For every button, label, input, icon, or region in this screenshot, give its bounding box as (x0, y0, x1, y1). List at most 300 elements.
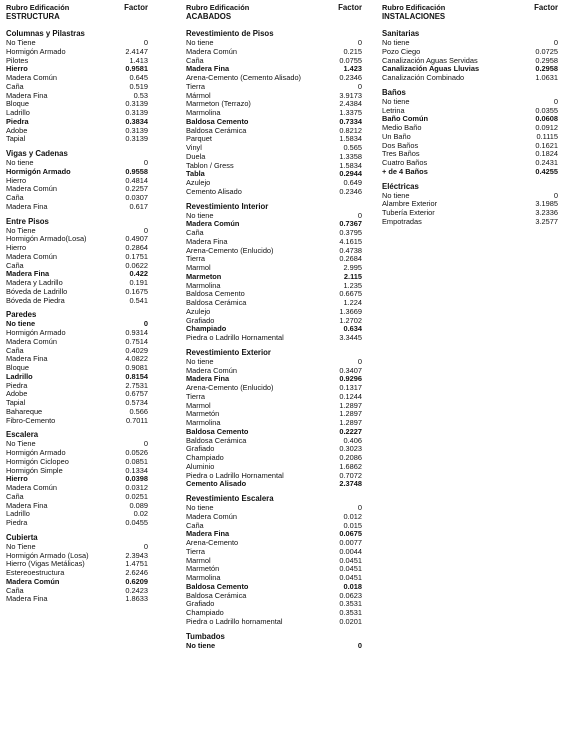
row-factor: 0 (143, 319, 148, 329)
header-title: Rubro Edificación (382, 3, 446, 12)
section-revestimiento-interior (186, 202, 362, 343)
row-factor: 0 (143, 225, 148, 235)
row-factor: 0.4814 (125, 175, 148, 185)
row-label: Marmeton (Terrazo) (186, 99, 251, 109)
row-label: Bloque (6, 99, 30, 109)
row-factor: 0.0307 (125, 193, 148, 202)
row-factor: 0.5734 (125, 398, 148, 407)
row-factor: 1.2897 (339, 400, 362, 410)
row-label: Arena-Cemento (Enlucido) (186, 383, 274, 392)
row-label: Tierra (186, 391, 206, 401)
section-revestimiento-escalera (186, 494, 362, 627)
table-row (186, 513, 362, 522)
row-label: Madera Fina (6, 90, 48, 100)
row-label: Alambre Exterior (382, 199, 438, 209)
row-factor: 0 (143, 158, 148, 167)
row-label: Caña (6, 585, 24, 595)
table-row (186, 393, 362, 402)
row-factor: 1.413 (129, 55, 148, 65)
section-paredes (6, 310, 148, 425)
row-label: No tiene (382, 96, 410, 106)
row-factor: 0.2944 (339, 169, 362, 179)
row-label: No Tiene (6, 225, 36, 235)
section-title: Revestimiento de Pisos (186, 29, 274, 38)
row-factor: 3.1985 (535, 199, 558, 209)
row-factor: 0.3139 (125, 99, 148, 109)
row-factor: 0.4907 (125, 234, 148, 244)
row-factor: 2.3943 (125, 550, 148, 560)
row-factor: 0.215 (343, 46, 362, 56)
row-factor: 0.9558 (125, 166, 148, 176)
row-factor: 3.2336 (535, 208, 558, 217)
row-label: No tiene (186, 640, 216, 650)
row-label: No tiene (186, 210, 214, 220)
row-label: Un Baño (382, 131, 411, 141)
row-factor: 0 (143, 439, 148, 449)
row-label: Marmol (186, 263, 211, 272)
table-row (6, 595, 148, 604)
header-factor-label: Factor (338, 3, 362, 12)
row-label: Madera Fina (186, 64, 230, 74)
row-label: Ladrillo (6, 371, 33, 381)
row-label: Arena-Cemento (Enlucido) (186, 245, 274, 255)
row-label: Tierra (186, 81, 206, 91)
section-revestimiento-exterior (186, 348, 362, 489)
row-factor: 1.4751 (125, 559, 148, 569)
section-title: Revestimiento Escalera (186, 494, 274, 503)
row-factor: 2.4384 (339, 99, 362, 109)
row-label: Cuatro Baños (382, 158, 428, 167)
table-row (186, 144, 362, 153)
header-subtitle: ESTRUCTURA (6, 11, 60, 21)
row-factor: 0.8212 (339, 125, 362, 135)
row-label: Marmolina (186, 108, 221, 117)
row-factor: 0 (357, 81, 362, 91)
row-label: Arena-Cemento (186, 538, 239, 547)
row-factor: 0 (553, 96, 558, 106)
section-title: Revestimiento Interior (186, 201, 269, 211)
row-factor: 0.0044 (339, 546, 362, 556)
row-label: Marmetón (186, 564, 220, 574)
section-title: Baños (382, 87, 406, 97)
row-label: No tiene (6, 158, 34, 167)
row-factor: 1.0631 (535, 73, 558, 82)
table-row (382, 168, 558, 177)
row-factor: 1.3375 (339, 108, 362, 117)
table-row (186, 299, 362, 308)
row-factor: 0.0675 (339, 529, 362, 539)
row-label: Baldosa Cemento (186, 426, 249, 436)
section-title: Columnas y Pilastras (6, 29, 85, 38)
row-label: Canalización Aguas Servidas (382, 55, 478, 65)
row-label: Hormigón Armado (6, 448, 66, 457)
row-factor: 0.0526 (125, 448, 148, 457)
row-label: No tiene (6, 319, 36, 329)
row-factor: 0.0455 (125, 518, 148, 527)
row-factor: 0.3139 (125, 108, 148, 117)
row-label: Hormigón Simple (6, 465, 63, 475)
row-label: Hierro (6, 474, 28, 484)
row-factor: 0 (357, 503, 362, 512)
row-factor: 0 (143, 541, 148, 551)
row-factor: 0.645 (129, 73, 148, 82)
table-row (6, 417, 148, 426)
table-row (382, 98, 558, 107)
row-factor: 0.53 (133, 90, 148, 100)
table-row (186, 480, 362, 489)
table-row (186, 127, 362, 136)
section-banos (382, 88, 558, 177)
row-label: No tiene (186, 38, 214, 47)
row-factor: 0.1675 (125, 286, 148, 296)
row-factor: 0.2958 (535, 55, 558, 65)
row-factor: 0.2864 (125, 243, 148, 252)
row-label: Tapial (6, 134, 26, 144)
row-factor: 1.235 (343, 280, 362, 290)
row-factor: 0.0912 (535, 123, 558, 132)
row-label: No tiene (382, 190, 410, 200)
row-factor: 0.089 (129, 500, 148, 510)
row-label: No tiene (186, 356, 214, 366)
row-factor: 2.115 (343, 271, 362, 281)
column-estructura (6, 4, 148, 609)
row-label: Marmol (186, 400, 211, 410)
row-factor: 0.0355 (535, 105, 558, 115)
row-factor: 1.5834 (339, 160, 362, 170)
row-label: Hormigón Armado (6, 328, 66, 337)
row-label: Hormigón Armado (Losa) (6, 550, 89, 560)
table-row (186, 74, 362, 83)
row-factor: 0.0312 (125, 483, 148, 492)
row-label: Adobe (6, 125, 28, 135)
row-label: Grafiado (186, 444, 215, 454)
table-row (6, 297, 148, 306)
row-label: Baldosa Cerámica (186, 590, 247, 600)
row-label: Marmolina (186, 280, 221, 290)
row-factor: 0.1244 (339, 391, 362, 401)
row-label: Piedra o Ladrillo Hornamental (186, 333, 284, 342)
row-factor: 0.2346 (339, 73, 362, 82)
row-label: Canalización Combinado (382, 73, 465, 82)
row-factor: 0.0077 (339, 538, 362, 547)
row-factor: 0.1621 (535, 140, 558, 150)
table-row (186, 548, 362, 557)
row-factor: 0.3531 (339, 599, 362, 609)
row-factor: 0 (357, 640, 362, 650)
row-label: Madera Fina (6, 500, 48, 510)
row-factor: 2.6246 (125, 568, 148, 577)
row-factor: 0.0451 (339, 573, 362, 582)
row-label: Champiado (186, 324, 227, 334)
row-label: Caña (6, 81, 24, 91)
row-label: + de 4 Baños (382, 166, 428, 176)
row-factor: 0.0623 (339, 590, 362, 600)
row-factor: 0.7011 (125, 415, 148, 425)
column-header (186, 4, 362, 23)
row-factor: 0.617 (129, 201, 148, 211)
column-header (6, 4, 148, 23)
row-factor: 0.422 (129, 269, 148, 279)
section-tumbados (186, 632, 362, 651)
section-sanitarias (382, 29, 558, 83)
row-factor: 0.2684 (339, 254, 362, 264)
section-cubierta (6, 533, 148, 604)
row-factor: 0.0451 (339, 564, 362, 574)
row-factor: 0.0201 (339, 616, 362, 626)
header-factor-label: Factor (124, 3, 148, 12)
row-factor: 0.8154 (125, 371, 148, 381)
row-label: Empotradas (382, 216, 422, 226)
row-label: Piedra o Ladrillo hornamental (186, 616, 283, 626)
header-subtitle: ACABADOS (186, 11, 232, 21)
row-label: Tierra (186, 254, 206, 264)
header-subtitle: INSTALACIONES (382, 11, 446, 21)
row-factor: 1.423 (343, 64, 362, 74)
section-title: Sanitarias (382, 29, 420, 38)
row-factor: 1.224 (343, 298, 362, 307)
row-label: No tiene (186, 503, 214, 512)
row-label: Piedra (6, 518, 28, 527)
row-factor: 0.9314 (125, 328, 148, 337)
row-label: Hormigón Armado (6, 166, 71, 176)
row-factor: 0.1334 (125, 465, 148, 475)
row-label: Hormigón Armado (6, 46, 66, 56)
row-factor: 0.6675 (339, 289, 362, 299)
row-label: Madera Fina (6, 269, 50, 279)
row-label: Canalización Aguas Lluvias (382, 64, 480, 74)
row-factor: 2.3748 (339, 479, 362, 489)
row-label: Bloque (6, 363, 30, 372)
row-label: Bóveda de Piedra (6, 295, 65, 305)
table-row (186, 539, 362, 548)
table-row (186, 83, 362, 92)
row-factor: 0.2346 (339, 186, 362, 196)
column-instalaciones (382, 4, 558, 232)
row-factor: 0.018 (343, 581, 362, 591)
row-label: Bóveda de Ladrillo (6, 286, 68, 296)
row-factor: 2.4147 (125, 46, 148, 56)
row-label: Marmeton (186, 271, 222, 281)
row-factor: 0.519 (129, 81, 148, 91)
row-label: No Tiene (6, 541, 36, 551)
row-factor: 0.9081 (125, 363, 148, 372)
row-label: Madera Fina (6, 354, 48, 364)
row-label: Parquet (186, 134, 212, 144)
row-factor: 0.4029 (125, 345, 148, 355)
row-factor: 0.541 (129, 295, 148, 305)
row-factor: 1.2702 (339, 315, 362, 325)
table-row (6, 74, 148, 83)
row-factor: 1.6862 (339, 461, 362, 471)
row-factor: 2.995 (343, 263, 362, 272)
row-label: Baldosa Cemento (186, 289, 245, 299)
row-label: Aluminio (186, 461, 215, 471)
row-factor: 1.5834 (339, 134, 362, 144)
row-label: Estereoestructura (6, 568, 65, 577)
row-label: Madera Fina (186, 236, 228, 246)
row-label: Madera Común (186, 511, 237, 521)
row-factor: 0.0725 (535, 46, 558, 56)
row-label: Champiado (186, 453, 224, 462)
row-label: Madera Común (6, 184, 57, 194)
row-factor: 0.406 (343, 435, 362, 445)
row-factor: 0 (553, 38, 558, 47)
row-label: Caña (6, 193, 24, 202)
row-factor: 0.3834 (125, 116, 148, 126)
row-label: Baldosa Cerámica (186, 435, 247, 445)
row-factor: 1.3669 (339, 306, 362, 316)
row-factor: 0.0251 (125, 491, 148, 501)
section-entre-pisos (6, 217, 148, 306)
row-label: Caña (6, 491, 24, 501)
row-label: Grafiado (186, 599, 215, 609)
row-label: Caña (6, 345, 24, 355)
row-factor: 0 (357, 210, 362, 220)
row-label: Azulejo (186, 178, 211, 187)
table-row (6, 203, 148, 212)
header-title: Rubro Edificación (186, 3, 250, 12)
row-factor: 0 (357, 38, 362, 47)
table-row (186, 48, 362, 57)
row-label: Baño Común (382, 114, 428, 124)
row-label: Marmolina (186, 418, 221, 427)
header-factor-label: Factor (534, 3, 558, 12)
row-factor: 1.2897 (339, 418, 362, 427)
row-factor: 0.0755 (339, 55, 362, 65)
row-factor: 0.1115 (536, 131, 558, 141)
row-label: Baldosa Cerámica (186, 125, 247, 135)
row-label: No tiene (382, 38, 410, 47)
row-factor: 0.0451 (339, 555, 362, 565)
row-label: Caña (186, 520, 204, 530)
row-label: Ladrillo (6, 108, 30, 117)
table-row (186, 618, 362, 627)
row-label: Duela (186, 151, 206, 161)
table-row (186, 384, 362, 393)
row-label: Marmol (186, 555, 211, 565)
row-factor: 0.2423 (125, 585, 148, 595)
row-factor: 0.0398 (125, 474, 148, 484)
row-factor: 0.0608 (535, 114, 558, 124)
section-columnas-y-pilastras (6, 29, 148, 144)
row-label: Madera Común (6, 73, 57, 82)
table-row (186, 334, 362, 343)
row-label: Hormigón Ciclopeo (6, 456, 69, 466)
row-factor: 2.7531 (125, 380, 148, 390)
row-factor: 3.3445 (339, 333, 362, 342)
row-label: Hierro (6, 243, 27, 252)
row-label: Baldosa Cemento (186, 581, 249, 591)
row-factor: 0.7367 (339, 219, 362, 229)
row-label: Piedra (6, 116, 29, 126)
row-factor: 0.3407 (339, 365, 362, 375)
row-label: Madera Común (186, 46, 237, 56)
row-factor: 0 (143, 38, 148, 47)
row-label: Tapial (6, 398, 26, 407)
row-label: Tablon / Gress (186, 160, 234, 170)
row-factor: 4.1615 (339, 236, 362, 246)
row-label: Hierro (6, 175, 27, 185)
section-title: Cubierta (6, 532, 38, 542)
row-factor: 0.1824 (535, 149, 558, 159)
header-title: Rubro Edificación (6, 3, 70, 12)
section-vigas-y-cadenas (6, 149, 148, 212)
row-factor: 0 (553, 190, 558, 200)
row-factor: 0.02 (133, 509, 148, 519)
row-factor: 0.3795 (339, 228, 362, 237)
table-row (6, 135, 148, 144)
row-label: Baldosa Cemento (186, 116, 249, 126)
row-label: Dos Baños (382, 140, 419, 150)
row-label: Baldosa Cerámica (186, 298, 247, 307)
row-label: Marmolina (186, 573, 221, 582)
section-title: Paredes (6, 310, 37, 320)
row-factor: 0.9581 (125, 64, 148, 74)
row-factor: 0.3531 (339, 608, 362, 617)
section-revestimiento-de-pisos (186, 29, 362, 197)
section-title: Tumbados (186, 631, 225, 641)
row-label: Azulejo (186, 306, 211, 316)
section-electricas (382, 182, 558, 227)
row-factor: 0.0851 (125, 456, 148, 466)
table-row (186, 247, 362, 256)
column-header (382, 4, 558, 23)
row-label: Madera Fina (6, 201, 48, 211)
row-label: Piedra (6, 380, 28, 390)
row-label: Champiado (186, 608, 224, 617)
row-factor: 3.9173 (339, 90, 362, 100)
row-factor: 0.2227 (339, 426, 362, 436)
row-factor: 0.634 (343, 324, 362, 334)
row-label: Grafiado (186, 315, 215, 325)
row-factor: 0 (357, 356, 362, 366)
row-label: Madera Fina (6, 594, 48, 604)
row-label: Pozo Ciego (382, 46, 421, 56)
row-label: Madera y Ladrillo (6, 278, 63, 287)
row-label: Hierro (Vigas Metálicas) (6, 559, 85, 569)
table-row (186, 170, 362, 179)
section-title: Entre Pisos (6, 216, 49, 226)
row-factor: 0.565 (343, 143, 362, 152)
section-title: Vigas y Cadenas (6, 149, 68, 158)
table-row (186, 188, 362, 197)
row-label: Madera Común (6, 336, 57, 346)
row-factor: 0.3139 (125, 125, 148, 135)
row-factor: 0.9296 (339, 374, 362, 384)
row-label: Madera Fina (186, 529, 230, 539)
row-factor: 0.012 (343, 511, 362, 521)
row-label: Caña (6, 260, 24, 270)
row-factor: 0.7072 (339, 470, 362, 480)
table-row (186, 135, 362, 144)
row-label: Tabla (186, 169, 205, 179)
row-factor: 0.2086 (339, 453, 362, 462)
row-factor: 0.649 (343, 178, 362, 187)
row-label: Cemento Alisado (186, 479, 247, 489)
row-label: Madera Común (186, 219, 240, 229)
row-factor: 0.2257 (125, 184, 148, 194)
table-row (186, 162, 362, 171)
row-factor: 0.015 (343, 520, 362, 530)
table-row (186, 255, 362, 264)
row-label: Madera Común (6, 483, 57, 492)
row-label: Tierra (186, 546, 206, 556)
row-label: Caña (186, 228, 204, 237)
table-row (186, 642, 362, 651)
table-row (6, 519, 148, 528)
row-factor: 0.1317 (339, 383, 362, 392)
row-label: Vinyl (186, 143, 202, 152)
